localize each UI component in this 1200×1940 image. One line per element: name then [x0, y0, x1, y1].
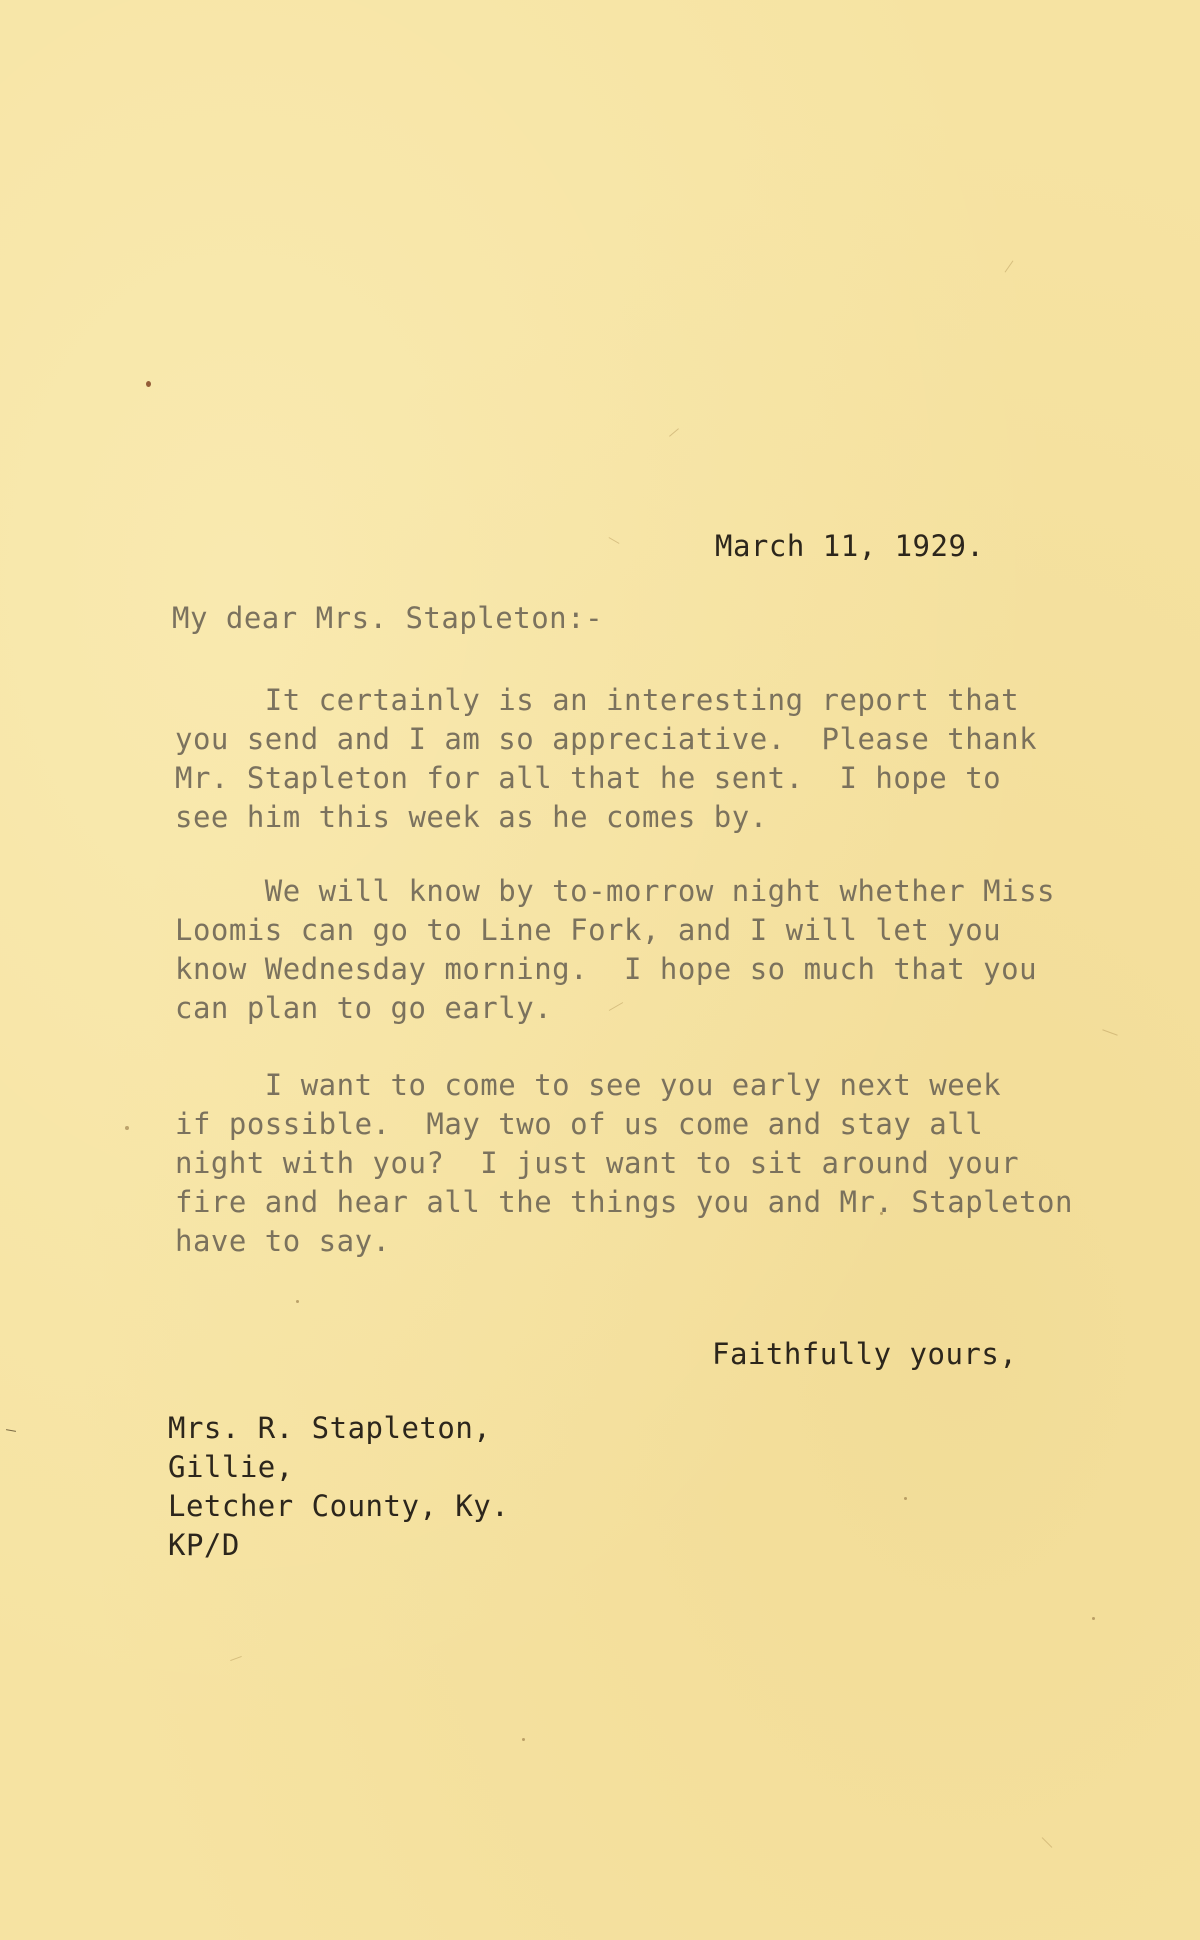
paper-speck [904, 1497, 907, 1500]
letter-date: March 11, 1929. [715, 529, 985, 563]
body-line: Loomis can go to Line Fork, and I will let you [175, 913, 1002, 947]
body-line: I want to come to see you early next week [175, 1068, 1002, 1102]
paper-fiber [6, 1429, 16, 1432]
body-line: know Wednesday morning. I hope so much that you [175, 952, 1038, 986]
address-line: Letcher County, Ky. [168, 1489, 510, 1523]
paper-fiber [669, 428, 679, 436]
paper-fiber [230, 1656, 242, 1661]
paper-fiber [609, 537, 620, 544]
body-line: Mr. Stapleton for all that he sent. I hope to [175, 761, 1002, 795]
paper-fiber [609, 1002, 623, 1011]
body-line: We will know by to-morrow night whether Miss [175, 874, 1056, 908]
body-line: fire and hear all the things you and Mr. Stapleton [175, 1185, 1073, 1219]
paper-speck [125, 1126, 129, 1130]
paper-fiber [1102, 1029, 1117, 1035]
salutation: My dear Mrs. Stapleton:- [172, 601, 604, 635]
body-line: have to say. [175, 1224, 391, 1258]
address-line: Mrs. R. Stapleton, [168, 1411, 492, 1445]
reference-initials: KP/D [168, 1528, 240, 1562]
closing: Faithfully yours, [712, 1337, 1018, 1371]
body-line: you send and I am so appreciative. Please thank [175, 722, 1038, 756]
paper-speck [1092, 1617, 1095, 1620]
body-line: It certainly is an interesting report that [175, 683, 1020, 717]
paper-speck [146, 381, 151, 387]
paper-speck [522, 1738, 525, 1741]
body-line: night with you? I just want to sit around your [175, 1146, 1020, 1180]
body-line: if possible. May two of us come and stay all [175, 1107, 984, 1141]
paper-speck [296, 1300, 299, 1303]
body-line: can plan to go early. [175, 991, 553, 1025]
paper-fiber [1042, 1837, 1053, 1848]
paper-fiber [1005, 260, 1014, 272]
body-line: see him this week as he comes by. [175, 800, 768, 834]
address-line: Gillie, [168, 1450, 294, 1484]
